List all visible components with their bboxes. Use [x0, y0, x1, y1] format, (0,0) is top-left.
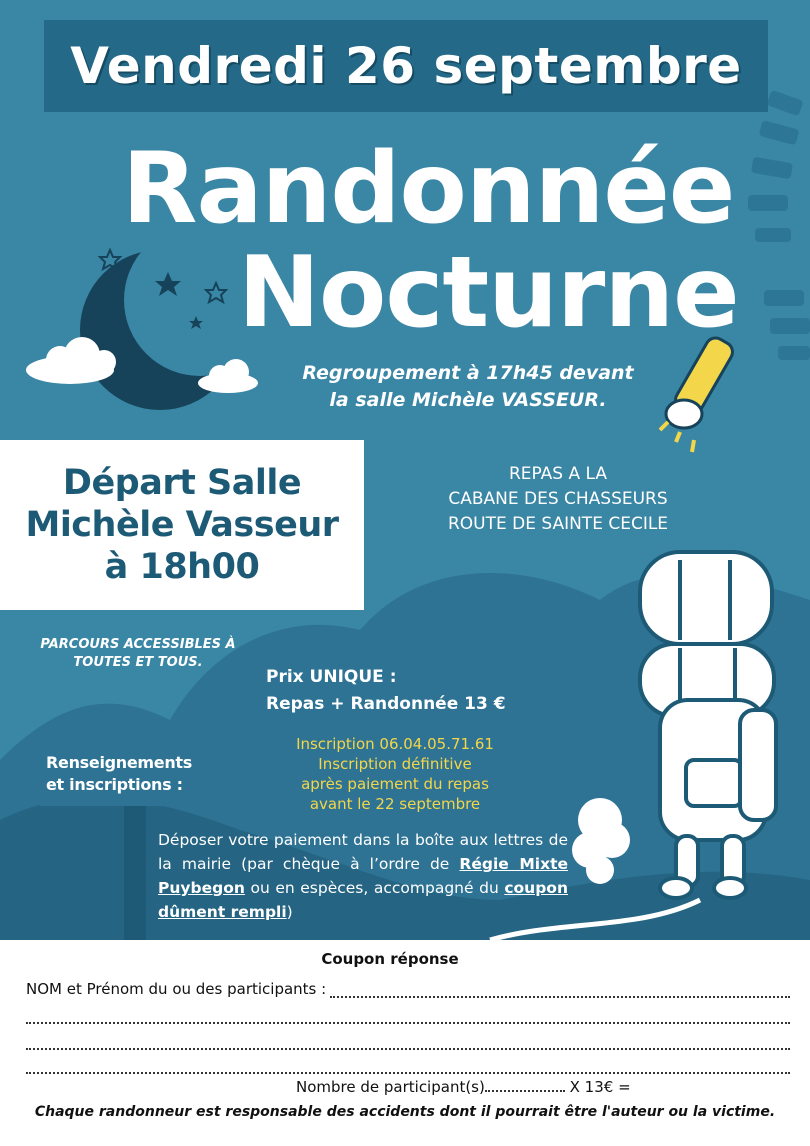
departure-line-3: à 18h00: [104, 547, 260, 587]
accessibility-note: PARCOURS ACCESSIBLES À TOUTES ET TOUS.: [40, 637, 236, 670]
event-date: Vendredi 26 septembre: [70, 37, 742, 95]
payment-text-1: Déposer votre paiement dans la boîte aux lettres de la mairie (par chèque à l’ordre de: [158, 831, 568, 873]
price-line-1: Prix UNIQUE :: [266, 667, 397, 687]
title-line-2: Nocturne: [238, 236, 739, 350]
coupon-title: Coupon réponse: [321, 950, 459, 968]
name-field-line-4[interactable]: [26, 1058, 790, 1074]
price-line-2: Repas + Randonnée 13 €: [266, 694, 506, 714]
meal-line-1: REPAS A LA: [508, 464, 608, 484]
payment-text-2: ou en espèces, accompagné du: [244, 879, 505, 897]
participant-count-row: [296, 1078, 631, 1096]
title-line-1: Randonnée: [122, 132, 735, 246]
name-field-line-3[interactable]: [26, 1034, 790, 1050]
coupon-blank-row-3: [26, 1052, 790, 1074]
registration-info: [272, 734, 518, 814]
participant-count-label: Nombre de participant(s): [296, 1078, 485, 1096]
payment-instructions: [158, 828, 568, 924]
gathering-line-2: la salle Michèle VASSEUR.: [329, 389, 607, 411]
flashlight-icon: [660, 334, 736, 452]
sign-line-1: Renseignements: [46, 753, 193, 772]
sign-label: [46, 752, 242, 796]
registration-line-3: après paiement du repas: [301, 775, 489, 793]
gathering-line-1: Regroupement à 17h45 devant: [302, 362, 634, 384]
coupon-section: [0, 940, 810, 1146]
registration-line-1: Inscription 06.04.05.71.61: [296, 735, 494, 753]
date-banner: [44, 20, 768, 112]
registration-line-4: avant le 22 septembre: [309, 795, 481, 813]
payee-name: Régie Mixte Puybegon: [158, 855, 568, 897]
footprint-icon: [748, 90, 810, 360]
sign-line-2: et inscriptions :: [46, 775, 183, 794]
name-field-line-2[interactable]: [26, 1008, 790, 1024]
liability-warning: Chaque randonneur est responsable des accidents dont il pourrait être l'auteur ou la victime.: [34, 1104, 776, 1120]
participant-count-field[interactable]: [485, 1080, 565, 1092]
meal-info: [398, 462, 718, 537]
registration-line-2: Inscription définitive: [318, 755, 472, 773]
departure-line-2: Michèle Vasseur: [25, 505, 339, 545]
name-field[interactable]: [330, 982, 790, 998]
meal-line-2: CABANE DES CHASSEURS: [448, 489, 668, 509]
coupon-reference: coupon dûment rempli: [158, 879, 568, 921]
departure-box: [0, 440, 364, 610]
coupon-blank-row-1: [26, 1002, 790, 1024]
departure-line-1: Départ Salle: [62, 463, 302, 503]
coupon-name-label: NOM et Prénom du ou des participants :: [26, 980, 327, 998]
coupon-blank-row-2: [26, 1028, 790, 1050]
payment-text-3: ): [286, 903, 293, 921]
price-multiplier: X 13€ =: [569, 1078, 631, 1096]
meal-line-3: ROUTE DE SAINTE CECILE: [447, 514, 669, 534]
gathering-info: [268, 360, 668, 414]
coupon-name-row: [26, 976, 790, 998]
price-info: [266, 664, 506, 718]
